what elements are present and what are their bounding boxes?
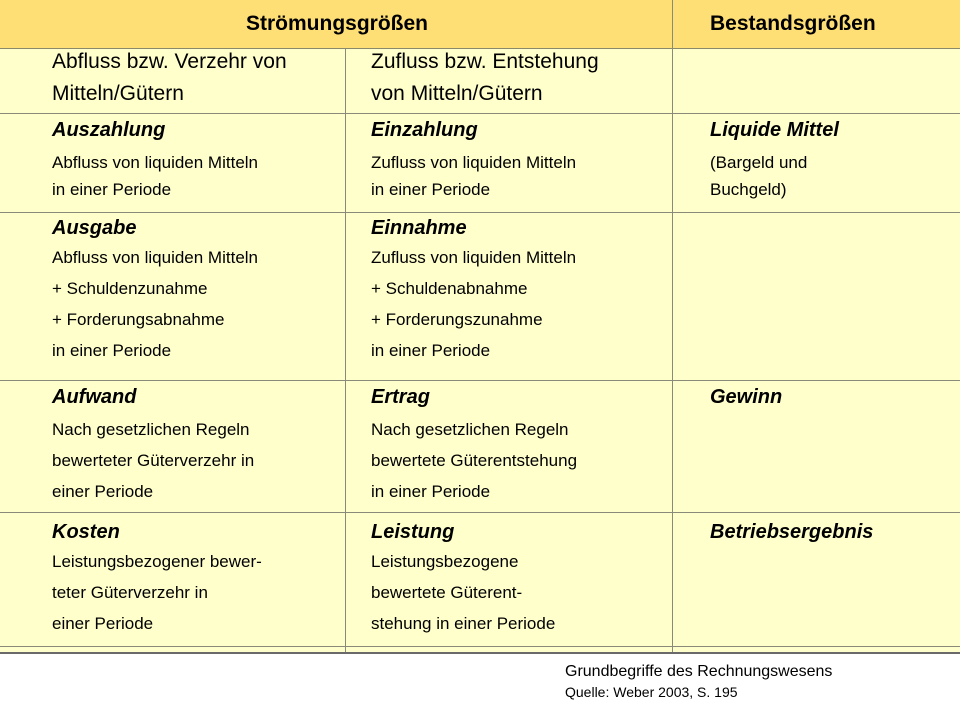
- cell-liquide-mittel: [710, 116, 839, 202]
- cell-auszahlung: [52, 116, 258, 202]
- cell-line: von Mitteln/Gütern: [371, 82, 543, 105]
- row-divider: [0, 646, 960, 647]
- caption-source: Quelle: Weber 2003, S. 195: [565, 684, 738, 700]
- cell-ertrag: [371, 383, 577, 507]
- row-divider: [0, 512, 960, 513]
- cell-line: + Schuldenabnahme: [371, 279, 528, 298]
- cell-line: (Bargeld und: [710, 153, 808, 172]
- row-divider: [0, 380, 960, 381]
- cell-line: stehung in einer Periode: [371, 614, 556, 633]
- cell-title: Gewinn: [710, 386, 783, 408]
- cell-line: + Forderungszunahme: [371, 310, 543, 329]
- cell-inflow-definition: [371, 46, 599, 110]
- cell-line: in einer Periode: [52, 180, 172, 199]
- table-header: [0, 0, 960, 49]
- cell-line: + Schuldenzunahme: [52, 279, 208, 298]
- cell-ausgabe: [52, 214, 258, 366]
- cell-title: Ausgabe: [52, 217, 137, 239]
- cell-line: Zufluss bzw. Entstehung: [371, 50, 599, 73]
- cell-line: in einer Periode: [371, 180, 491, 199]
- cell-line: Buchgeld): [710, 180, 787, 199]
- cell-line: Abfluss von liquiden Mitteln: [52, 248, 259, 267]
- cell-line: teter Güterverzehr in: [52, 583, 208, 602]
- cell-line: Leistungsbezogene: [371, 552, 519, 571]
- cell-line: Nach gesetzlichen Regeln: [371, 420, 569, 439]
- cell-line: bewertete Güterentstehung: [371, 451, 578, 470]
- cell-aufwand: [52, 383, 254, 507]
- header-flows: Strömungsgrößen: [246, 12, 428, 35]
- cell-title: Einnahme: [371, 217, 467, 239]
- cell-title: Aufwand: [52, 386, 137, 408]
- column-divider: [672, 0, 673, 652]
- cell-line: in einer Periode: [371, 482, 491, 501]
- cell-outflow-definition: [52, 46, 287, 110]
- row-divider: [0, 212, 960, 213]
- header-stocks: Bestandsgrößen: [710, 12, 876, 35]
- cell-line: einer Periode: [52, 614, 154, 633]
- cell-line: Zufluss von liquiden Mitteln: [371, 153, 577, 172]
- cell-kosten: [52, 518, 262, 639]
- cell-line: bewertete Güterent-: [371, 583, 523, 602]
- figure-caption: [565, 662, 832, 702]
- cell-betriebsergebnis: [710, 518, 873, 549]
- cell-line: Abfluss bzw. Verzehr von: [52, 50, 287, 73]
- cell-line: einer Periode: [52, 482, 154, 501]
- cell-title: Betriebsergebnis: [710, 521, 874, 543]
- cell-einzahlung: [371, 116, 576, 202]
- cell-title: Ertrag: [371, 386, 430, 408]
- cell-title: Einzahlung: [371, 119, 478, 141]
- cell-title: Auszahlung: [52, 119, 166, 141]
- cell-title: Leistung: [371, 521, 455, 543]
- row-divider: [0, 113, 960, 114]
- cell-line: Mitteln/Gütern: [52, 82, 184, 105]
- cell-leistung: [371, 518, 555, 639]
- cell-title: Liquide Mittel: [710, 119, 839, 141]
- cell-line: Leistungsbezogener bewer-: [52, 552, 262, 571]
- cell-line: bewerteter Güterverzehr in: [52, 451, 255, 470]
- cell-line: in einer Periode: [371, 341, 491, 360]
- cell-line: + Forderungsabnahme: [52, 310, 225, 329]
- cell-gewinn: [710, 383, 782, 414]
- cell-title: Kosten: [52, 521, 120, 543]
- cell-einnahme: [371, 214, 576, 366]
- cell-line: in einer Periode: [52, 341, 172, 360]
- column-divider: [345, 48, 346, 652]
- cell-line: Abfluss von liquiden Mitteln: [52, 153, 259, 172]
- cell-line: Nach gesetzlichen Regeln: [52, 420, 250, 439]
- caption-title: Grundbegriffe des Rechnungswesens: [565, 663, 833, 680]
- cell-line: Zufluss von liquiden Mitteln: [371, 248, 577, 267]
